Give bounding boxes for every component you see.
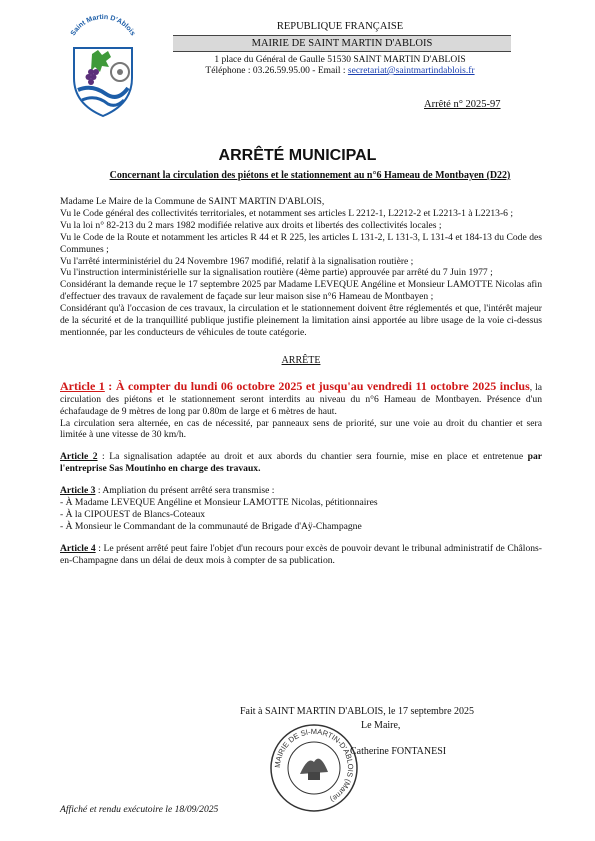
recipient-item: - À Madame LEVEQUE Angéline et Monsieur LAMOTTE Nicolas, pétitionnaires xyxy=(60,497,378,509)
article-3 xyxy=(60,485,542,497)
preamble-line: Vu le Code général des collectivités territoriales, et notamment ses articles L 2212-1, L2212-2 et L2213-1 à L2213-6 ; xyxy=(60,207,514,219)
footer-note: Affiché et rendu exécutoire le 18/09/2025 xyxy=(60,804,219,815)
contact-line xyxy=(160,66,520,76)
article-2-label: Article 2 xyxy=(60,451,98,463)
preamble-line: Vu le Code de la Route et notamment les articles R 44 et R 225, les articles L 131-2, L 131-3, L 131-4 et 184-13 du Code des Communes ; xyxy=(60,231,542,255)
recipient-item: - À Monsieur le Commandant de la communauté de Brigade d'Aÿ-Champagne xyxy=(60,520,362,532)
document-body xyxy=(60,196,542,567)
arrete-reference: Arrêté n° 2025-97 xyxy=(424,99,501,110)
address-line: 1 place du Général de Gaulle 51530 SAINT MARTIN D'ABLOIS xyxy=(214,55,466,65)
signature-role: Le Maire, xyxy=(361,720,401,731)
article-1-label: Article 1 xyxy=(60,378,105,393)
mairie-header: MAIRIE DE SAINT MARTIN D'ABLOIS xyxy=(173,35,511,52)
article-1-dates: À compter du lundi 06 octobre 2025 et jusqu'au vendredi 11 octobre 2025 inclus xyxy=(115,378,530,393)
article-4 xyxy=(60,543,542,567)
article-1 xyxy=(60,378,543,418)
article-3-label: Article 3 xyxy=(60,485,96,497)
document-subtitle: Concernant la circulation des piétons et le stationnement au n°6 Hameau de Montbayen (D22) xyxy=(109,170,511,181)
official-stamp xyxy=(268,722,360,814)
preamble-line: Madame Le Maire de la Commune de SAINT MARTIN D'ABLOIS, xyxy=(60,196,325,207)
preamble-line: Considérant qu'à l'occasion de ces travaux, la circulation et le stationnement doivent être réglementés et que, l'intérêt majeur de la sécurité et de la tranquillité publique justifie pleinement la limitation ainsi apportée au libre usage de la voie ci-dessus mentionnée, par les conducteurs de véhicules de toute catégorie. xyxy=(60,303,542,338)
phone-text: Téléphone : 03.26.59.95.00 - Email : xyxy=(205,66,348,76)
preamble-line: Vu l'arrêté interministériel du 24 Novembre 1967 modifié, relatif à la signalisation routière ; xyxy=(60,255,414,267)
signature-place-date: Fait à SAINT MARTIN D'ABLOIS, le 17 septembre 2025 xyxy=(240,706,475,717)
article-2-bold: par l'entreprise Sas Moutinho en charge des travaux. xyxy=(60,451,542,475)
email-link[interactable]: secretariat@saintmartindablois.fr xyxy=(347,66,475,76)
republic-header: REPUBLIQUE FRANÇAISE xyxy=(276,21,404,32)
article-1-sep: : xyxy=(104,378,116,393)
document-title: ARRÊTÉ MUNICIPAL xyxy=(218,147,377,164)
article-4-text: : Le présent arrêté peut faire l'objet d'un recours pour excès de pouvoir devant le tribunal administratif de Châlons-en-Champagne dans un délai de deux mois à compter de sa publication. xyxy=(60,542,542,566)
article-2-text: : La signalisation adaptée au droit et aux abords du chantier sera fournie, mise en place et entretenue xyxy=(97,451,528,463)
article-4-label: Article 4 xyxy=(60,542,96,554)
article-2 xyxy=(60,451,542,475)
article-1-text-2: La circulation sera alternée, en cas de nécessité, par panneaux sens de priorité, sur une voie au droit du chantier et sera limitée à une vitesse de 30 km/h. xyxy=(60,417,542,441)
article-3-text: : Ampliation du présent arrêté sera transmise : xyxy=(95,485,275,497)
preamble-line: Vu la loi n° 82-213 du 2 mars 1982 modifiée relative aux droits et libertés des collectivités locales ; xyxy=(60,219,442,231)
preamble-line: Considérant la demande reçue le 17 septembre 2025 par Madame LEVEQUE Angéline et Monsieur LAMOTTE Nicolas afin d'effectuer des travaux de ravalement de façade sur leur maison sise n°6 Hameau de Montbayen ; xyxy=(60,279,542,303)
arrete-heading: ARRÊTE xyxy=(281,354,321,366)
commune-logo xyxy=(62,14,144,118)
svg-text:Saint Martin D'Ablois: Saint Martin D'Ablois xyxy=(69,14,137,38)
preamble-line: Vu l'instruction interministérielle sur la signalisation routière (4ème partie) approuvée par arrêté du 7 Juin 1977 ; xyxy=(60,267,493,279)
article-1-text: , la circulation des piétons et le stationnement seront interdits au niveau du n°6 Hameau de Montbayen. Présence d'un échafaudage de 9 mètres de long par 0.80m de large et 6 mètres de haut. xyxy=(60,381,543,417)
stamp-text: MAIRIE DE SI-MARTIN-D'ABLOIS (Marne) xyxy=(272,726,356,805)
signature-name: Catherine FONTANESI xyxy=(350,746,447,757)
recipient-item: - À la CIPOUEST de Blancs-Coteaux xyxy=(60,508,206,520)
